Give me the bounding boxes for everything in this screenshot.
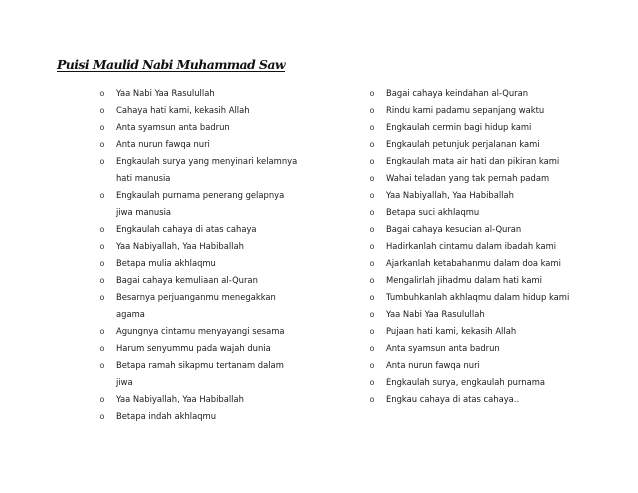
bullet-icon: o <box>99 106 105 115</box>
poem-line-item <box>367 119 617 136</box>
poem-line-item <box>367 102 617 119</box>
poem-line-item <box>97 272 337 289</box>
poem-line-item <box>367 255 617 272</box>
poem-line-text: Besarnya perjuanganmu menegakkan <box>116 292 276 302</box>
poem-line-text: Bagai cahaya kemuliaan al-Quran <box>116 275 258 285</box>
bullet-icon: o <box>369 208 375 217</box>
bullet-icon: o <box>369 123 375 132</box>
bullet-icon: o <box>369 293 375 302</box>
bullet-icon: o <box>99 293 105 302</box>
poem-line-text: Anta nurun fawqa nuri <box>386 360 480 370</box>
bullet-icon: o <box>369 89 375 98</box>
bullet-icon: o <box>99 123 105 132</box>
poem-line-text: Anta syamsun anta badrun <box>386 343 500 353</box>
poem-line-item <box>367 187 617 204</box>
poem-line-text: Engkaulah cermin bagi hidup kami <box>386 122 532 132</box>
poem-line-item <box>367 153 617 170</box>
bullet-icon: o <box>99 327 105 336</box>
poem-line-item <box>97 289 337 323</box>
poem-line-text: Pujaan hati kami, kekasih Allah <box>386 326 517 336</box>
poem-line-item <box>367 85 617 102</box>
bullet-icon: o <box>99 225 105 234</box>
poem-line-item <box>367 374 617 391</box>
poem-left-column <box>97 85 337 425</box>
poem-line-text: Yaa Nabi Yaa Rasulullah <box>386 309 485 319</box>
bullet-icon: o <box>99 242 105 251</box>
poem-line-item <box>97 255 337 272</box>
poem-line-item <box>97 221 337 238</box>
bullet-icon: o <box>99 191 105 200</box>
poem-line-item <box>367 238 617 255</box>
poem-line-item <box>97 408 337 425</box>
bullet-icon: o <box>369 276 375 285</box>
poem-line-text: Engkaulah surya, engkaulah purnama <box>386 377 546 387</box>
poem-line-item <box>367 340 617 357</box>
poem-line-item <box>367 272 617 289</box>
poem-line-text: Tumbuhkanlah akhlaqmu dalam hidup kami <box>386 292 570 302</box>
poem-line-text: Hadirkanlah cintamu dalam ibadah kami <box>386 241 557 251</box>
poem-line-continuation: hati manusia <box>116 173 171 183</box>
poem-line-text: Harum senyummu pada wajah dunia <box>116 343 271 353</box>
poem-line-text: Betapa ramah sikapmu tertanam dalam <box>116 360 284 370</box>
bullet-icon: o <box>99 395 105 404</box>
bullet-icon: o <box>369 327 375 336</box>
poem-line-text: Betapa suci akhlaqmu <box>386 207 480 217</box>
poem-line-item <box>367 306 617 323</box>
poem-line-continuation: jiwa <box>116 377 133 387</box>
poem-line-item <box>97 136 337 153</box>
bullet-icon: o <box>369 191 375 200</box>
poem-line-text: Mengalirlah jihadmu dalam hati kami <box>386 275 542 285</box>
poem-line-item <box>367 136 617 153</box>
bullet-icon: o <box>369 361 375 370</box>
poem-right-column <box>367 85 617 408</box>
poem-line-text: Agungnya cintamu menyayangi sesama <box>116 326 285 336</box>
poem-line-text: Engkaulah cahaya di atas cahaya <box>116 224 257 234</box>
bullet-icon: o <box>369 157 375 166</box>
bullet-icon: o <box>99 361 105 370</box>
poem-line-text: Engkaulah surya yang menyinari kelamnya <box>116 156 298 166</box>
poem-line-continuation: agama <box>116 309 145 319</box>
poem-line-item <box>97 102 337 119</box>
poem-line-item <box>367 357 617 374</box>
poem-line-text: Betapa indah akhlaqmu <box>116 411 217 421</box>
poem-line-text: Engkaulah petunjuk perjalanan kami <box>386 139 540 149</box>
bullet-icon: o <box>369 140 375 149</box>
bullet-icon: o <box>369 106 375 115</box>
bullet-icon: o <box>99 140 105 149</box>
poem-line-item <box>367 170 617 187</box>
bullet-icon: o <box>369 259 375 268</box>
poem-line-item <box>367 289 617 306</box>
poem-line-continuation: jiwa manusia <box>116 207 172 217</box>
bullet-icon: o <box>99 259 105 268</box>
poem-line-item <box>367 323 617 340</box>
bullet-icon: o <box>99 412 105 421</box>
poem-line-text: Engkaulah mata air hati dan pikiran kami <box>386 156 560 166</box>
poem-line-item <box>367 221 617 238</box>
poem-line-text: Yaa Nabiyallah, Yaa Habiballah <box>386 190 514 200</box>
bullet-icon: o <box>369 395 375 404</box>
bullet-icon: o <box>99 276 105 285</box>
bullet-icon: o <box>99 157 105 166</box>
bullet-icon: o <box>369 310 375 319</box>
poem-line-text: Engkaulah purnama penerang gelapnya <box>116 190 285 200</box>
poem-line-item <box>97 153 337 187</box>
poem-line-text: Yaa Nabi Yaa Rasulullah <box>116 88 215 98</box>
poem-line-text: Anta nurun fawqa nuri <box>116 139 210 149</box>
bullet-icon: o <box>99 89 105 98</box>
poem-line-text: Anta syamsun anta badrun <box>116 122 230 132</box>
poem-line-text: Ajarkanlah ketabahanmu dalam doa kami <box>386 258 561 268</box>
poem-line-item <box>367 391 617 408</box>
poem-line-item <box>97 340 337 357</box>
bullet-icon: o <box>369 225 375 234</box>
poem-line-item <box>97 357 337 391</box>
poem-line-text: Betapa mulia akhlaqmu <box>116 258 216 268</box>
poem-line-item <box>97 187 337 221</box>
poem-line-item <box>97 119 337 136</box>
bullet-icon: o <box>369 174 375 183</box>
poem-line-text: Yaa Nabiyallah, Yaa Habiballah <box>116 241 244 251</box>
poem-line-item <box>97 238 337 255</box>
bullet-icon: o <box>369 378 375 387</box>
poem-line-text: Cahaya hati kami, kekasih Allah <box>116 105 250 115</box>
poem-line-text: Yaa Nabiyallah, Yaa Habiballah <box>116 394 244 404</box>
poem-line-text: Rindu kami padamu sepanjang waktu <box>386 105 545 115</box>
poem-line-item <box>97 85 337 102</box>
poem-line-text: Bagai cahaya keindahan al-Quran <box>386 88 529 98</box>
poem-line-item <box>97 391 337 408</box>
poem-line-text: Bagai cahaya kesucian al-Quran <box>386 224 522 234</box>
poem-title: Puisi Maulid Nabi Muhammad Saw <box>57 57 285 72</box>
poem-line-text: Wahai teladan yang tak pernah padam <box>386 173 550 183</box>
poem-line-text: Engkau cahaya di atas cahaya.. <box>386 394 520 404</box>
bullet-icon: o <box>99 344 105 353</box>
poem-line-item <box>97 323 337 340</box>
bullet-icon: o <box>369 344 375 353</box>
bullet-icon: o <box>369 242 375 251</box>
poem-line-item <box>367 204 617 221</box>
